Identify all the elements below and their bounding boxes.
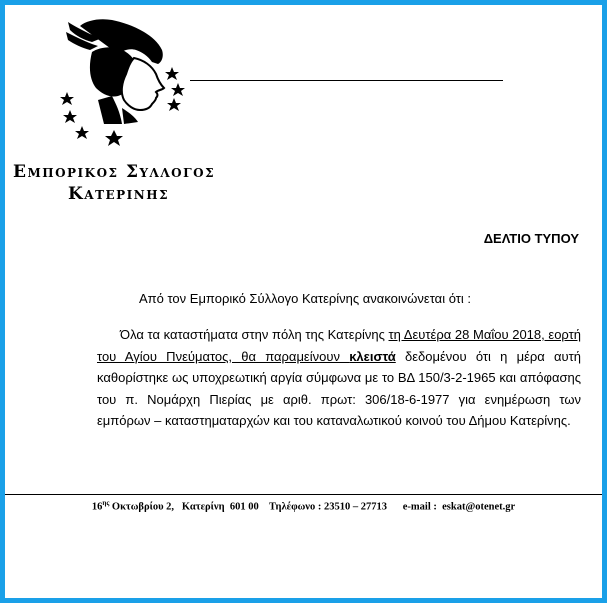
organization-name — [13, 161, 215, 205]
footer-day: 16 — [91, 501, 103, 513]
header-line — [190, 80, 503, 81]
footer-contact — [0, 499, 607, 513]
body-bold-closed: κλειστά — [349, 348, 396, 364]
body-part2: δεδομένου ότι η μέρα αυτή καθορίστηκε ως υποχρεωτική αργία σύμφωνα με το ΒΔ 150/3-2-1965 και απόφασης του π. Νομάρχη Πιερίας με αριθ. πρωτ: 306/18-6-1977 για ενημέρωση των εμπόρων – καταστηματαρχών και του καταναλωτικού κοινού του Δήμου Κατερίνης. — [97, 348, 582, 428]
body-underlined: τη Δευτέρα 28 Μαΐου 2018, εορτή του Αγίου Πνεύματος, θα παραμείνουν — [97, 327, 581, 364]
hermes-head-with-stars-logo — [52, 12, 197, 150]
body-part1: Όλα τα καταστήματα στην πόλη της Κατερίνης — [120, 327, 389, 342]
footer-day-suffix: ης — [102, 499, 110, 507]
organization-line1: Εμπορικος Συλλογος — [13, 162, 216, 182]
footer-address: Οκτωβρίου 2, Κατερίνη 601 00 Τηλέφωνο : 23510 – 27713 e-mail : eskat@otenet.gr — [109, 501, 516, 513]
intro-text: Από τον Εμπορικό Σύλλογο Κατερίνης ανακοινώνεται ότι : — [139, 291, 471, 306]
announcement-body — [97, 324, 581, 432]
press-release-title: ΔΕΛΤΙΟ ΤΥΠΟΥ — [483, 231, 579, 246]
footer-line — [5, 494, 602, 495]
organization-line2: Κατερινης — [68, 184, 170, 204]
